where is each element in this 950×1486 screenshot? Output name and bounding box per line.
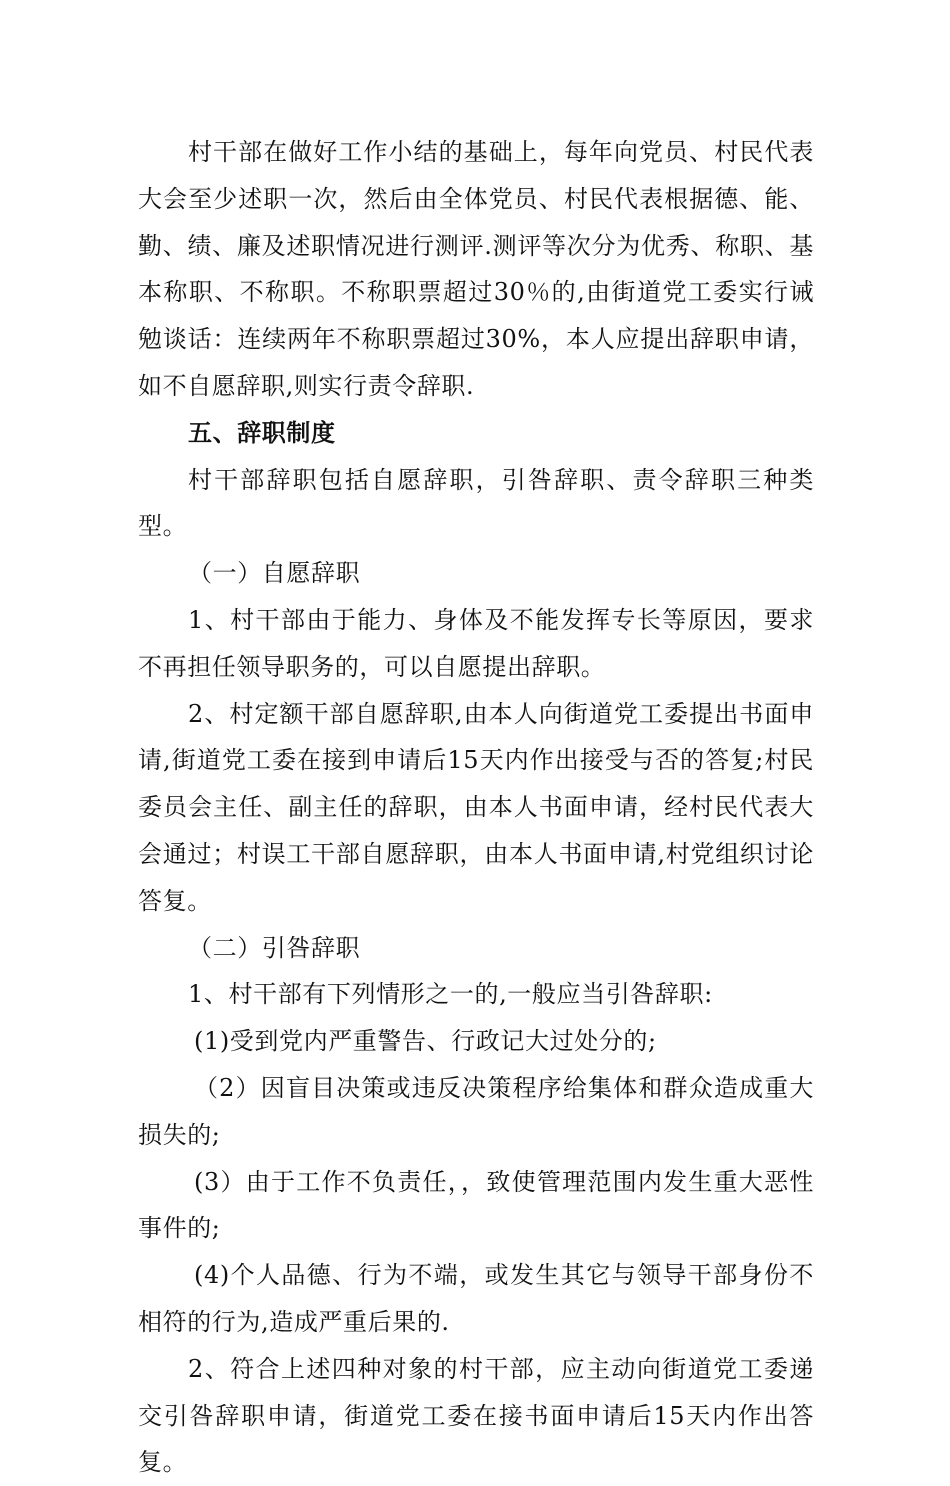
paragraph-responsibility-intro: 1、村干部有下列情形之一的,一般应当引咎辞职:: [188, 980, 713, 1009]
paragraph-responsibility-2: 2、符合上述四种对象的村干部，应主动向街道党工委递交引咎辞职申请，街道党工委在接书面申请后15天内作出答复。: [138, 1354, 814, 1477]
paragraph-voluntary-2: 2、村定额干部自愿辞职,由本人向街道党工委提出书面申请,街道党工委在接到申请后15天内作出接受与否的答复;村民委员会主任、副主任的辞职，由本人书面申请，经村民代表大会通过；村误工干部自愿辞职，由本人书面申请,村党组织讨论答复。: [138, 699, 814, 915]
list-item-1: (1)受到党内严重警告、行政记大过处分的;: [194, 1027, 657, 1056]
section-heading-resignation-system: 五、辞职制度: [188, 418, 336, 447]
subheading-responsibility-resignation: （二）引咎辞职: [188, 933, 361, 962]
paragraph-resignation-types: 村干部辞职包括自愿辞职，引咎辞职、责令辞职三种类型。: [138, 465, 814, 541]
paragraph-voluntary-1: 1、村干部由于能力、身体及不能发挥专长等原因，要求不再担任领导职务的，可以自愿提出辞职。: [138, 605, 814, 681]
document-page: [138, 129, 814, 1486]
list-item-2: （2）因盲目决策或违反决策程序给集体和群众造成重大损失的;: [138, 1073, 814, 1149]
subheading-voluntary-resignation: （一）自愿辞职: [188, 559, 361, 588]
list-item-4: (4)个人品德、行为不端，或发生其它与领导干部身份不相符的行为,造成严重后果的.: [138, 1261, 814, 1336]
list-item-3: (3）由于工作不负责任，，致使管理范围内发生重大恶性事件的;: [138, 1167, 814, 1243]
paragraph-review-rules: 村干部在做好工作小结的基础上，每年向党员、村民代表大会至少述职一次，然后由全体党员、村民代表根据德、能、勤、绩、廉及述职情况进行测评.测评等次分为优秀、称职、基本称职、不称职。不称职票超过30％的,由街道党工委实行诫勉谈话：连续两年不称职票超过30%，本人应提出辞职申请，如不自愿辞职,则实行责令辞职.: [138, 138, 814, 400]
